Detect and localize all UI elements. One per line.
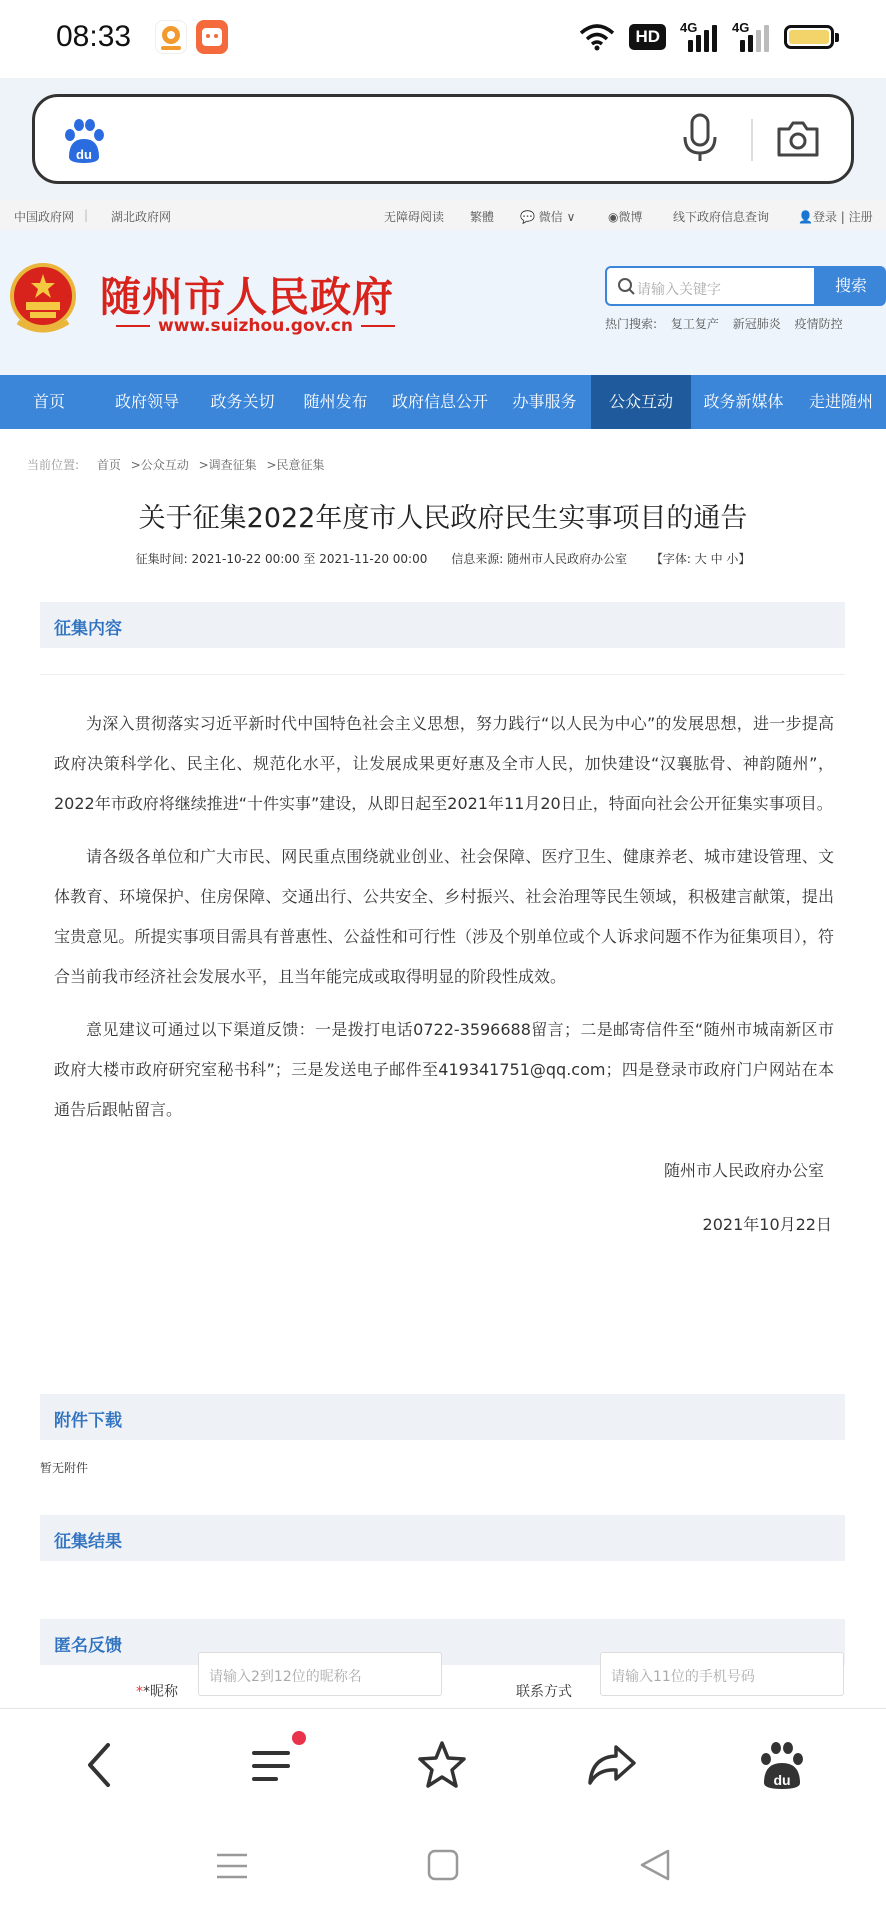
svg-text:du: du — [773, 1772, 791, 1788]
gov-top-links — [0, 200, 886, 230]
main-nav — [0, 375, 886, 429]
signature-date: 2021年10月22日 — [702, 1215, 832, 1234]
back-icon[interactable] — [74, 1737, 130, 1793]
link-traditional[interactable]: 繁體 — [470, 210, 495, 224]
signature: 随州市人民政府办公室 — [663, 1161, 824, 1180]
notification-app-icon-2 — [196, 20, 228, 54]
info-source: 信息来源: 随州市人民政府办公室 — [451, 552, 628, 566]
hot-term[interactable]: 疫情防控 — [794, 317, 843, 331]
hot-term[interactable]: 复工复产 — [670, 317, 719, 331]
link-accessible[interactable]: 无障碍阅读 — [384, 210, 445, 224]
system-navigation-bar — [0, 1818, 886, 1920]
hot-search-label: 热门搜索: — [605, 317, 658, 331]
browser-search-box[interactable] — [32, 94, 854, 184]
body-paragraph: 意见建议可通过以下渠道反馈：一是拨打电话0722-3596688留言；二是邮寄信件至“随州市城南新区市政府大楼市政府研究室秘书科”；三是发送电子邮件至419341751@qq.com；四是登录市政府门户网站在本通告后跟帖留言。 — [54, 1020, 834, 1119]
section-header-results: 征集结果 — [40, 1515, 845, 1561]
browser-toolbar — [0, 1708, 886, 1818]
battery-icon — [784, 25, 834, 49]
breadcrumb-label: 当前位置: — [27, 458, 80, 472]
breadcrumb-item[interactable]: 首页 — [96, 458, 121, 472]
contact-label: 联系方式 — [516, 1684, 572, 1700]
page-title: 关于征集2022年度市人民政府民生实事项目的通告 — [138, 503, 748, 534]
collection-period: 征集时间: 2021-10-22 00:00 至 2021-11-20 00:00 — [135, 552, 428, 566]
link-wechat[interactable]: 💬 微信 ∨ — [520, 210, 576, 224]
body-paragraph: 为深入贯彻落实习近平新时代中国特色社会主义思想，努力践行“以人民为中心”的发展思想，进一步提高政府决策科学化、民主化、规范化水平，让发展成果更好惠及全市人民，加快建设“汉襄肱骨、神韵随州”，2022年市政府将继续推进“十件实事”建设，从即日起至2021年11月20日止，特面向社会公开征集实事项目。 — [54, 714, 834, 813]
status-icons — [579, 22, 834, 52]
required-mark: * — [136, 1684, 143, 1700]
user-icon: 👤 — [798, 210, 813, 224]
share-icon[interactable] — [584, 1737, 640, 1793]
voice-search-icon[interactable] — [680, 113, 720, 165]
section-header-feedback: 匿名反馈 — [40, 1619, 845, 1665]
camera-search-icon[interactable] — [775, 115, 821, 161]
link-login[interactable]: 👤登录 | 注册 — [798, 210, 873, 224]
nav-item-new-media[interactable]: 政务新媒体 — [703, 392, 784, 411]
nav-item-leaders[interactable]: 政府领导 — [114, 392, 179, 411]
breadcrumb — [27, 456, 331, 473]
menu-icon — [246, 1737, 302, 1793]
nav-item-services[interactable]: 办事服务 — [512, 392, 577, 411]
link-weibo[interactable]: ◉微博 — [608, 210, 643, 224]
svg-text:du: du — [76, 147, 92, 162]
search-placeholder: 请输入关键字 — [637, 282, 721, 298]
signal-icon-1: 4G — [680, 22, 718, 52]
search-icon — [617, 277, 635, 295]
chevron-down-icon: ∨ — [566, 210, 576, 224]
wifi-icon — [579, 23, 615, 51]
no-attachments-text: 暂无附件 — [40, 1461, 89, 1475]
status-bar — [0, 0, 886, 78]
nav-item-concerns[interactable]: 政务关切 — [210, 392, 275, 411]
search-divider — [751, 119, 753, 161]
font-size-switcher[interactable]: 【字体: 大 中 小】 — [650, 552, 751, 566]
notification-app-icon — [155, 20, 187, 54]
nav-item-info-disclosure[interactable]: 政府信息公开 — [391, 392, 488, 411]
site-header — [0, 230, 886, 375]
nav-item-home[interactable]: 首页 — [32, 392, 65, 411]
site-search-input[interactable] — [605, 266, 816, 306]
breadcrumb-item[interactable]: >调查征集 — [198, 458, 257, 472]
wechat-icon: 💬 — [520, 210, 535, 224]
breadcrumb-item[interactable]: >民意征集 — [266, 458, 325, 472]
home-icon[interactable] — [426, 1848, 460, 1882]
section-header-content: 征集内容 — [40, 602, 845, 648]
recent-apps-icon[interactable] — [214, 1848, 250, 1884]
nav-item-about-suizhou[interactable]: 走进随州 — [808, 392, 873, 411]
link-china-gov[interactable]: 中国政府网 — [14, 210, 75, 224]
nav-item-interaction[interactable]: 公众互动 — [591, 375, 691, 429]
weibo-icon: ◉ — [608, 210, 619, 224]
menu-button[interactable] — [246, 1737, 302, 1793]
signal-icon-2: 4G — [732, 22, 770, 52]
breadcrumb-item[interactable]: >公众互动 — [130, 458, 189, 472]
site-url: www.suizhou.gov.cn — [108, 316, 403, 336]
browser-bar — [0, 78, 886, 200]
contact-input[interactable]: 请输入11位的手机号码 — [600, 1652, 844, 1696]
clock: 08:33 — [56, 20, 132, 53]
link-hubei-gov[interactable]: 湖北政府网 — [111, 210, 172, 224]
national-emblem-icon — [8, 262, 78, 334]
baidu-paw-icon[interactable] — [61, 117, 107, 165]
link-separator: | — [84, 208, 89, 222]
notification-dot — [292, 1731, 306, 1745]
hd-badge: HD — [629, 24, 666, 50]
link-offline-info[interactable]: 线下政府信息查询 — [673, 210, 770, 224]
nickname-input[interactable]: 请输入2到12位的昵称名 — [198, 1652, 442, 1696]
nav-item-releases[interactable]: 随州发布 — [303, 392, 368, 411]
site-search-button[interactable]: 搜索 — [816, 266, 886, 306]
hot-term[interactable]: 新冠肺炎 — [732, 317, 781, 331]
notice-meta — [0, 550, 886, 567]
site-title[interactable]: 随州市人民政府 — [100, 273, 394, 321]
baidu-icon[interactable] — [754, 1737, 810, 1793]
nickname-label: **昵称 — [136, 1684, 178, 1700]
hot-search — [605, 315, 853, 332]
divider — [40, 674, 845, 675]
section-header-attachments: 附件下载 — [40, 1394, 845, 1440]
notice-body — [54, 704, 834, 1143]
star-icon[interactable] — [414, 1737, 470, 1793]
body-paragraph: 请各级各单位和广大市民、网民重点围绕就业创业、社会保障、医疗卫生、健康养老、城市建设管理、文体教育、环境保护、住房保障、交通出行、公共安全、乡村振兴、社会治理等民生领域，积极建言献策，提出宝贵意见。所提实事项目需具有普惠性、公益性和可行性（涉及个别单位或个人诉求问题不作为征集项目），符合当前我市经济社会发展水平，且当年能完成或取得明显的阶段性成效。 — [54, 847, 834, 986]
system-back-icon[interactable] — [638, 1848, 672, 1882]
